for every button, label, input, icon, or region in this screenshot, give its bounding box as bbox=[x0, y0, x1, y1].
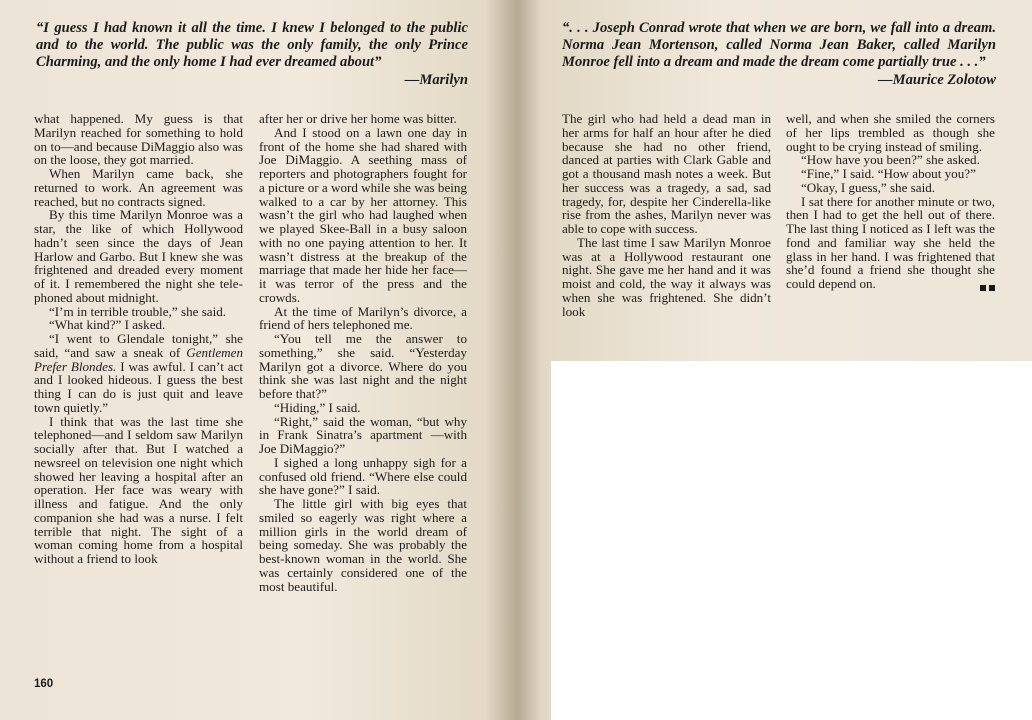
paragraph: after her or drive her home was bitter. bbox=[259, 111, 457, 126]
paragraph-text: I sat there for another minute or two, then I had to get the hell out of there. The last thing I noticed as I left was the fond and familiar way she held the glass in her hand. I was frightened that she’d found a friend she thought she could depend on. bbox=[786, 193, 995, 291]
left-column-2 bbox=[259, 112, 467, 593]
paragraph: “How have you been?” she asked. bbox=[801, 152, 980, 168]
paragraph: “I’m in terrible trouble,” she said. bbox=[49, 303, 227, 319]
paragraph-text: I was awful. I can’t act and I looked hideous. I guess the best thing I can do is just quit and leave town quietly.” bbox=[34, 358, 243, 415]
paragraph: At the time of Marilyn’s divorce, a friend of hers telephoned me. bbox=[259, 303, 467, 333]
paragraph: And I stood on a lawn one day in front of the home she had shared with Joe DiMaggio. A seething mass of reporters and photographers fought for a picture or a word while she was being walked to a car by her attorney. This wasn’t the girl who had laughed when we played Skee-Ball in a busy saloon with no one paying attention to her. It wasn’t distress at the breakup of the marriage that made her hide her face—it was terror of the press and the crowds. bbox=[259, 124, 467, 305]
right-page bbox=[516, 0, 1032, 720]
paragraph: what happened. My guess is that Marilyn reached for something to hold on to—and because DiMaggio also was on the loose, they got married. bbox=[34, 111, 243, 168]
left-column-1 bbox=[34, 112, 243, 566]
left-pull-quote bbox=[36, 20, 468, 89]
paragraph-text: “I went to Glendale tonight,” she said, “and saw a sneak of bbox=[34, 331, 243, 360]
paragraph: The last time I saw Marilyn Monroe was at a Hollywood restaurant one night. She gave me her hand and it was moist and cold, the way it always was when she was frightened. She didn’t look bbox=[562, 234, 771, 319]
right-column-1 bbox=[562, 112, 771, 318]
right-column-2 bbox=[786, 112, 995, 295]
film-title: Gentlemen Prefer Blondes. bbox=[34, 344, 243, 374]
paragraph: “What kind?” I asked. bbox=[49, 317, 166, 333]
left-quote-attribution: —Marilyn bbox=[404, 71, 468, 88]
paragraph: I think that was the last time she telephoned—and I seldom saw Marilyn socially after that. But I watched a newsreel on television one night which showed her leaving a hospital after an operation. Her face was weary with illness and fatigue. And the only companion she had was a nurse. I felt terrible that night. The sight of a woman coming home from a hospital without a friend to look bbox=[34, 413, 243, 566]
page-number: 160 bbox=[34, 678, 54, 690]
paragraph: By this time Marilyn Monroe was a star, the like of which Hollywood hadn’t seen since the days of Jean Harlow and Garbo. But I knew she was frightened and dreaded every moment of it. I remembered the night she telephoned about midnight. bbox=[34, 207, 243, 305]
paragraph bbox=[786, 195, 995, 291]
paragraph: The girl who had held a dead man in her arms for half an hour after he died because she had no other friend, danced at parties with Clark Gable and got a thousand mash notes a week. But her success was a tragedy, a sad, sad tragedy, for, despite her Cinderella-like rise from the ashes, Marilyn never was able to cope with success. bbox=[562, 111, 771, 236]
end-of-article-mark bbox=[962, 281, 995, 295]
paragraph: “Okay, I guess,” she said. bbox=[801, 179, 936, 195]
paragraph: “Hiding,” I said. bbox=[274, 399, 361, 415]
right-pull-quote bbox=[562, 20, 996, 89]
paragraph: “Fine,” I said. “How about you?” bbox=[801, 166, 976, 181]
left-quote-text: “I guess I had known it all the time. I knew I belonged to the public and to the world. The public was the only family, the only Prince Charming, and the only home I had ever dreamed about” bbox=[36, 20, 468, 71]
paragraph bbox=[34, 332, 243, 415]
right-quote-text: “. . . Joseph Conrad wrote that when we are born, we fall into a dream. Norma Jean Mortenson, called Norma Jean Baker, called Marilyn Monroe fell into a dream and made the dream come partially true . . .” bbox=[562, 20, 996, 71]
paragraph: “You tell me the answer to something,” she said. “Yesterday Marilyn got a divorce. Where do you think she was last night and the night before that?” bbox=[259, 331, 467, 401]
paragraph: well, and when she smiled the corners of her lips trembled as though she ought to be crying instead of smiling. bbox=[786, 111, 995, 154]
blank-area bbox=[551, 361, 1032, 720]
paragraph: When Marilyn came back, she returned to work. An agreement was reached, but no contracts signed. bbox=[34, 166, 243, 209]
paragraph: The little girl with big eyes that smiled so eagerly was right where a million girls in the world dream of being someday. She was probably the best-known woman in the world. She was certainly considered one of the most beautiful. bbox=[259, 496, 467, 594]
right-quote-attribution: —Maurice Zolotow bbox=[878, 71, 996, 88]
paragraph: “Right,” said the woman, “but why in Frank Sinatra’s apartment —with Joe DiMaggio?” bbox=[259, 413, 467, 456]
paragraph: I sighed a long unhappy sigh for a confused old friend. “Where else could she have gone?” I said. bbox=[259, 454, 467, 498]
